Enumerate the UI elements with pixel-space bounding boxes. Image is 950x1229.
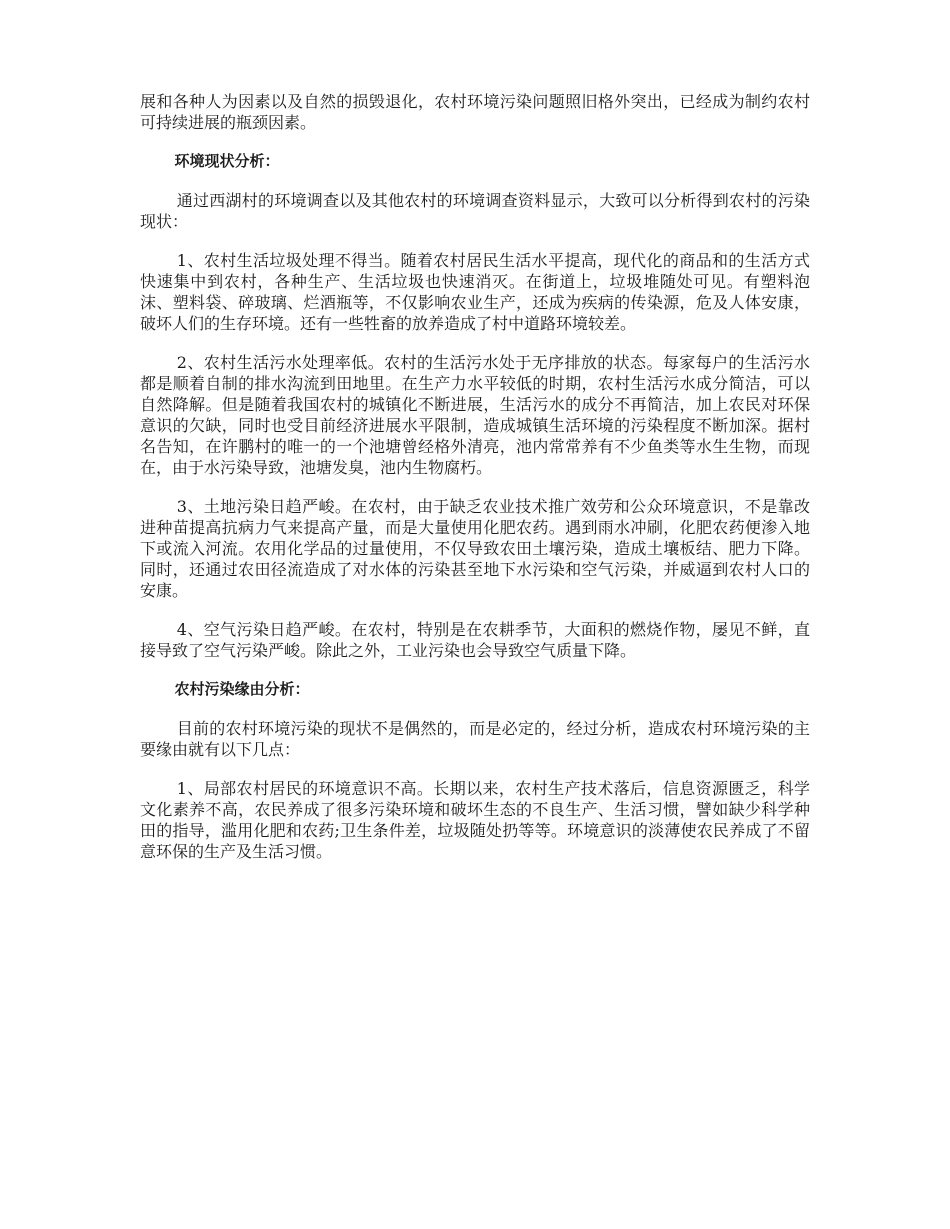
paragraph-causes-intro: 目前的农村环境污染的现状不是偶然的，而是必定的，经过分析，造成农村环境污染的主要缘由就有以下几点： <box>140 719 810 759</box>
paragraph-garbage: 1、农村生活垃圾处理不得当。随着农村居民生活水平提高，现代化的商品和的生活方式快速集中到农村，各种生产、生活垃圾也快速消灭。在街道上，垃圾堆随处可见。有塑料泡沫、塑料袋、碎玻璃、烂酒瓶等，不仅影响农业生产，还成为疾病的传染源，危及人体安康，破坏人们的生存环境。还有一些牲畜的放养造成了村中道路环境较差。 <box>140 251 810 333</box>
paragraph-air: 4、空气污染日趋严峻。在农村，特别是在农耕季节，大面积的燃烧作物，屡见不鲜，直接导致了空气污染严峻。除此之外，工业污染也会导致空气质量下降。 <box>140 620 810 660</box>
paragraph-soil: 3、土地污染日趋严峻。在农村，由于缺乏农业技术推广效劳和公众环境意识，不是靠改进种苗提高抗病力气来提高产量，而是大量使用化肥农药。遇到雨水冲刷，化肥农药便渗入地下或流入河流。农用化学品的过量使用，不仅导致农田土壤污染，造成土壤板结、肥力下降。同时，还通过农田径流造成了对水体的污染甚至地下水污染和空气污染，并威逼到农村人口的安康。 <box>140 497 810 600</box>
section-heading-status: 环境现状分析： <box>174 152 280 170</box>
paragraph-awareness: 1、局部农村居民的环境意识不高。长期以来，农村生产技术落后，信息资源匮乏，科学文化素养不高，农民养成了很多污染环境和破坏生态的不良生产、生活习惯，譬如缺少科学种田的指导，滥用化肥和农药;卫生条件差，垃圾随处扔等等。环境意识的淡薄使农民养成了不留意环保的生产及生活习惯。 <box>140 779 810 861</box>
document-page <box>140 91 810 880</box>
section-heading-causes: 农村污染缘由分析： <box>174 680 310 698</box>
paragraph-intro: 通过西湖村的环境调查以及其他农村的环境调查资料显示，大致可以分析得到农村的污染现状： <box>140 191 810 231</box>
paragraph-sewage: 2、农村生活污水处理率低。农村的生活污水处于无序排放的状态。每家每户的生活污水都是顺着自制的排水沟流到田地里。在生产力水平较低的时期，农村生活污水成分简洁，可以自然降解。但是随着我国农村的城镇化不断进展，生活污水的成分不再简洁，加上农民对环保意识的欠缺，同时也受目前经济进展水平限制，造成城镇生活环境的污染程度不断加深。据村名告知，在许鹏村的唯一的一个池塘曾经格外清亮，池内常常养有不少鱼类等水生生物，而现在，由于水污染导致，池塘发臭，池内生物腐朽。 <box>140 353 810 477</box>
paragraph-continuation: 展和各种人为因素以及自然的损毁退化，农村环境污染问题照旧格外突出，已经成为制约农村可持续进展的瓶颈因素。 <box>140 92 810 132</box>
